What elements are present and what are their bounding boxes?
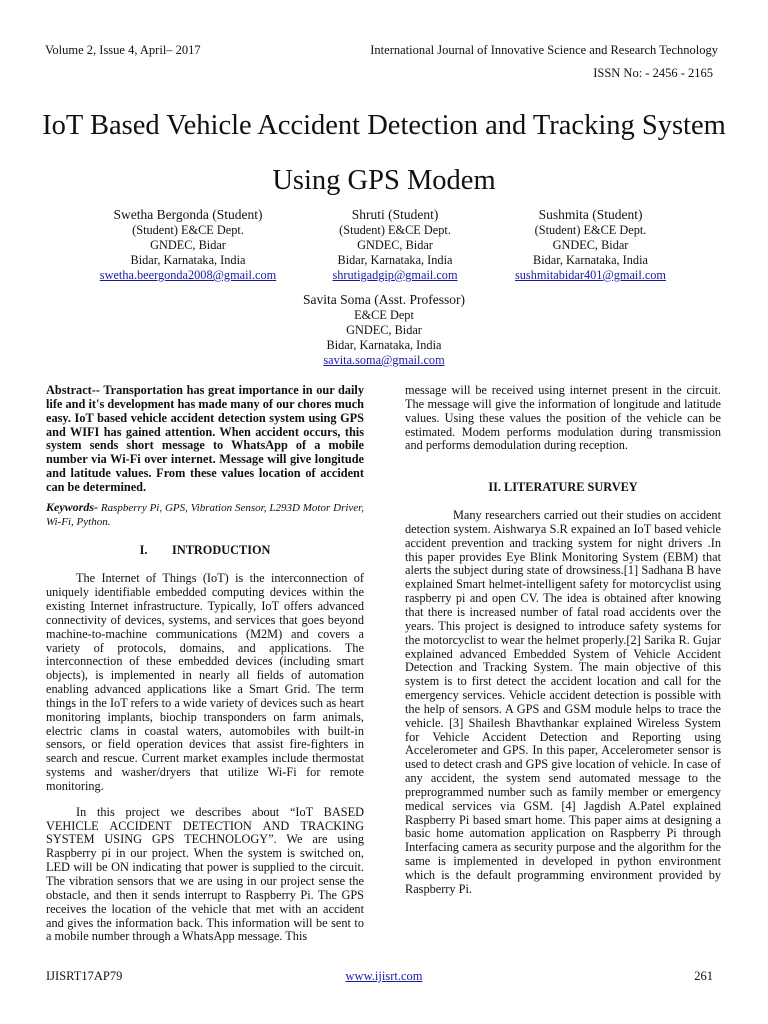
author-block-1	[78, 207, 298, 283]
author-email-link[interactable]: shrutigadgip@gmail.com	[332, 268, 458, 282]
right-column	[405, 384, 721, 897]
author-dept: (Student) E&CE Dept.	[534, 223, 647, 237]
author-name: Savita Soma (Asst. Professor)	[303, 292, 465, 307]
author-name: Swetha Bergonda (Student)	[113, 207, 263, 222]
author-dept: (Student) E&CE Dept.	[132, 223, 244, 237]
author-location: Bidar, Karnataka, India	[533, 253, 648, 267]
abstract: Abstract-- Transportation has great importance in our daily life and it's development has made many of our chores much easy. IoT based vehicle accident detection system using GPS and WIFI has gained attention. When accident occurs, this system sends short message to WhatsApp of a mobile number via Wi-Fi over internet. Message will give longitude and latitude values. From these values location of accident can be determined.	[46, 383, 364, 494]
keywords	[46, 501, 364, 530]
author-block-3	[483, 207, 698, 283]
intro-continuation: message will be received using internet present in the circuit. The message will give the information of longitude and latitude values. Using these values the position of the vehicle can be estimated. Modem performs modulation during transmission and performs demodulation during reception.	[405, 383, 721, 453]
section-heading-literature-survey: II. LITERATURE SURVEY	[488, 480, 638, 495]
footer-page-number: 261	[694, 969, 713, 983]
author-dept: E&CE Dept	[354, 308, 414, 322]
author-org: GNDEC, Bidar	[552, 238, 629, 252]
paper-title: IoT Based Vehicle Accident Detection and Tracking System Using GPS Modem	[42, 110, 726, 196]
author-org: GNDEC, Bidar	[346, 323, 422, 337]
left-column	[46, 384, 364, 944]
header-journal: International Journal of Innovative Science and Research Technology	[370, 43, 718, 57]
intro-paragraph-1: The Internet of Things (IoT) is the interconnection of uniquely identifiable embedded computing devices within the existing Internet infrastructure. Typically, IoT offers advanced connectivity of devices, systems, and services that goes beyond machine-to-machine communications (M2M) and covers a variety of protocols, domains, and applications. The interconnection of these embedded devices (including smart objects), is implemented in nearly all fields of automation enabling advanced applications like a Smart Grid. The term things in the IoT refers to a wide variety of devices such as heart monitoring implants, biochip transponders on farm animals, electric clams in coastal waters, automobiles with built-in sensors, or field operation devices that assist fire-fighters in search and rescue. Current market examples include thermostat systems and washer/dryers that utilize Wi-Fi for remote monitoring.	[46, 571, 364, 793]
author-block-2	[290, 207, 500, 283]
footer-paper-id: IJISRT17AP79	[46, 969, 123, 983]
header-issn: ISSN No: - 2456 - 2165	[593, 66, 713, 80]
author-name: Shruti (Student)	[351, 207, 439, 222]
footer-website	[0, 969, 768, 984]
author-email-link[interactable]: savita.soma@gmail.com	[323, 353, 445, 367]
author-org: GNDEC, Bidar	[150, 238, 226, 252]
keywords-list: Raspberry Pi, GPS, Vibration Sensor, L293D Motor Driver, Wi-Fi, Python.	[46, 501, 364, 528]
footer-website-link[interactable]: www.ijisrt.com	[345, 969, 423, 983]
author-location: Bidar, Karnataka, India	[326, 338, 442, 352]
author-org: GNDEC, Bidar	[357, 238, 433, 252]
section-heading-introduction: I. INTRODUCTION	[139, 543, 271, 558]
author-block-4	[270, 292, 498, 368]
author-email-link[interactable]: swetha.beergonda2008@gmail.com	[99, 268, 277, 282]
literature-paragraph: Many researchers carried out their studies on accident detection system. Aishwarya S.R expained an IoT based vehicle accident prevention and tracking system for night drivers .In this paper provides Eye Blink Monitoring System (EBM) that alerts the subject during state of drowsiness.[1] Sadhana B have explained Smart helmet-intelligent safety for motorcyclist using raspberry pi and open CV. The idea is obtained after knowing that there is increased number of fatal road accidents over the years. This project is designed to introduce safety systems for the motorcyclist to wear the helmet properly.[2] Sarika R. Gujar explained advanced Embedded System of Vehicle Accident Detection and Tracking System. The main objective of this system is to first detect the accident location and call for the emergency services. Vehicle accident detection is possible with the help of sensors. A GPS and GSM module helps to trace the vehicle. [3] Shailesh Bhavthankar explained Wireless System for Vehicle Accident Detection and Reporting using Accelerometer and GPS. In this paper, Accelerometer sensor is used to detect crash and GPS give location of vehicle. In case of any accident, the system send automated message to the preprogrammed number such as family member or emergency medical services via GSM. [4] Jagdish A.Patel explained Raspberry Pi based smart home. This paper aims at designing a basic home automation application on Raspberry Pi through Interfacing camera as security purpose and the algorithm for the same is implemented in developed in python environment which is the default programming environment provided by Raspberry Pi.	[405, 508, 721, 896]
author-name: Sushmita (Student)	[538, 207, 643, 222]
keywords-label: Keywords-	[46, 499, 98, 514]
author-email-link[interactable]: sushmitabidar401@gmail.com	[514, 268, 666, 282]
author-location: Bidar, Karnataka, India	[337, 253, 453, 267]
author-dept: (Student) E&CE Dept.	[339, 223, 451, 237]
header-volume: Volume 2, Issue 4, April– 2017	[45, 43, 201, 57]
author-location: Bidar, Karnataka, India	[130, 253, 246, 267]
intro-paragraph-2: In this project we describes about “IoT BASED VEHICLE ACCIDENT DETECTION AND TRACKING SYSTEM USING GPS TECHNOLOGY”. We are using Raspberry pi in our project. When the system is switched on, LED will be ON indicating that power is supplied to the circuit. The vibration sensors that we are using in our project sense the obstacle, and then it sends interrupt to Raspberry Pi. The GPS receives the location of the vehicle that met with an accident and gives the information back. This information will be sent to a mobile number through a WhatsApp message. This	[46, 804, 364, 944]
